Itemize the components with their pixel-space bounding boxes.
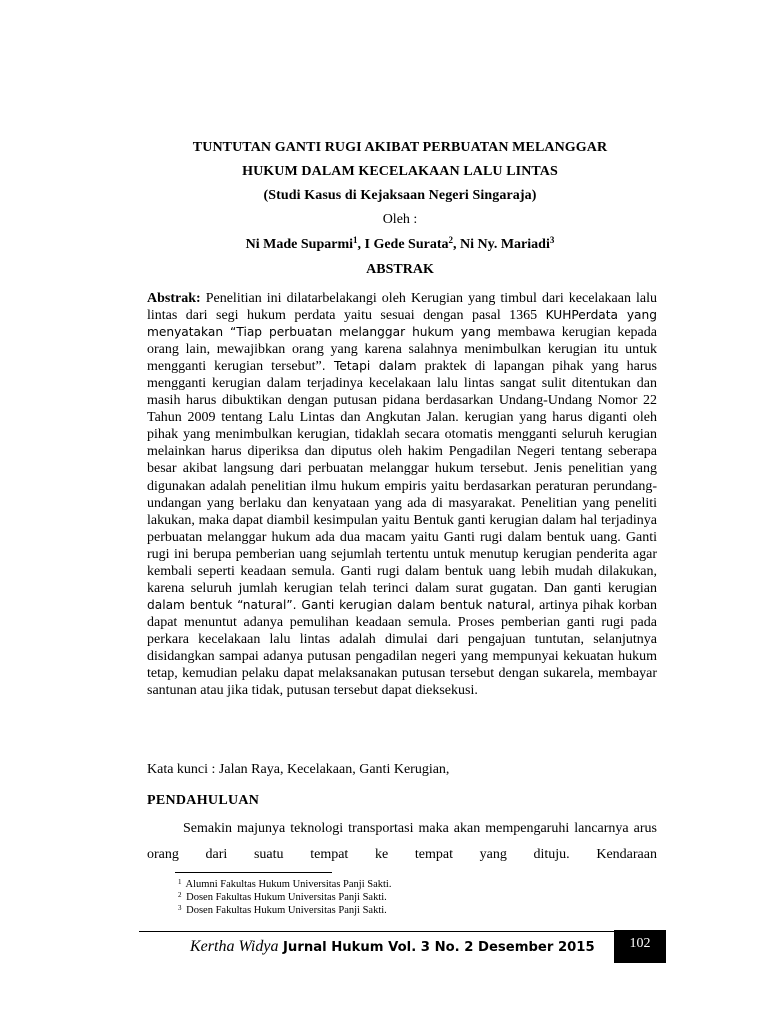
- title-block: [110, 136, 690, 282]
- by-label: Oleh :: [382, 212, 418, 227]
- journal-name: Kertha Widya: [190, 938, 279, 955]
- footnote-mark: 1: [353, 235, 358, 245]
- abstract-heading: ABSTRAK: [366, 262, 434, 277]
- author-name: Ni Made Suparmi: [245, 237, 353, 252]
- paper-title-line-1: TUNTUTAN GANTI RUGI AKIBAT PERBUATAN MELANGGAR: [192, 140, 608, 155]
- abstract-body: Abstrak: Penelitian ini dilatarbelakangi oleh Kerugian yang timbul dari kecelakaan lalu lintas dari segi hukum perdata yaitu sesuai dengan pasal 1365 KUHPerdata yang menyatakan “Tiap perbuatan melanggar hukum yang membawa kerugian kepada orang lain, mewajibkan orang yang karena salahnya menimbulkan kerugian itu untuk mengganti kerugian tersebut”. Tetapi dalam praktek di lapangan pihak yang harus mengganti kerugian dalam terjadinya kecelakaan lalu lintas sangat sulit ditentukan dan masih harus dibuktikan dengan putusan pidana berdasarkan Undang-Undang Nomor 22 Tahun 2009 tentang Lalu Lintas dan Angkutan Jalan. kerugian yang harus diganti oleh pihak yang menimbulkan kerugian, tidaklah secara otomatis mengganti seluruh kerugian melainkan harus diperiksa dan diputus oleh hakim Pengadilan Negeri tentang seberapa besar akibat langsung dari perbuatan melanggar hukum tersebut. Jenis penelitian yang digunakan adalah penelitian ilmu hukum empiris yaitu berdasarkan peraturan perundang-undangan yang berlaku dan kenyataan yang ada di masyarakat. Penelitian yang peneliti lakukan, maka dapat diambil kesimpulan yaitu Bentuk ganti kerugian dalam hal terjadinya perbuatan melanggar hukum ada dua macam yaitu Ganti rugi dalam bentuk uang. Ganti rugi ini berupa pemberian uang sejumlah tertentu untuk menutup kerugian penderita agar kembali seperti keadaan semula. Ganti rugi dalam bentuk uang lebih mudah dilakukan, karena seluruh jumlah kerugian telah terinci dalam surat gugatan. Dan ganti kerugian dalam bentuk “natural”. Ganti kerugian dalam bentuk natural, artinya pihak korban dapat menuntut adanya pemulihan keadaan semula. Proses pemberian ganti rugi pada perkara kecelakaan lalu lintas adalah dimulai dari pengajuan tuntutan, selanjutnya disidangkan sampai adanya putusan pengadilan negeri yang mempunyai kekuatan hukum tetap, kemudian pelaku dapat melaksanakan putusan tersebut dengan sukarela, membayar santunan atau jika tidak, putusan tersebut dapat dieksekusi.: [147, 291, 657, 699]
- footnote-separator: [175, 872, 332, 873]
- page-number-box: [614, 930, 666, 963]
- running-footer: [190, 936, 608, 960]
- author-list: Ni Made Suparmi$^1$, I Gede Surata$^2$, Ni Ny. Mariadi$^3$: [245, 235, 555, 252]
- keywords: Kata kunci : Jalan Raya, Kecelakaan, Ganti Kerugian,: [147, 762, 450, 777]
- footnote: $^1$ Alumni Fakultas Hukum Universitas Panji Sakti.: [178, 878, 392, 890]
- author-name: Ni Ny. Mariadi: [460, 237, 550, 252]
- section-heading: PENDAHULUAN: [147, 793, 260, 808]
- footnote: $^2$ Dosen Fakultas Hukum Universitas Panji Sakti.: [178, 891, 387, 903]
- footer-rule: [139, 931, 614, 932]
- journal-issue: Jurnal Hukum Vol. 3 No. 2 Desember 2015: [278, 940, 595, 955]
- footnote: $^3$ Dosen Fakultas Hukum Universitas Panji Sakti.: [178, 904, 387, 916]
- page-number: 102: [629, 936, 651, 951]
- paper-subtitle: (Studi Kasus di Kejaksaan Negeri Singaraja): [263, 188, 537, 203]
- introduction-text: [147, 816, 657, 868]
- author-name: I Gede Surata: [364, 237, 449, 252]
- footnote-mark: 2: [448, 235, 453, 245]
- intro-paragraph: Semakin majunya teknologi transportasi maka akan mempengaruhi lancarnya arus orang dari suatu tempat ke tempat yang dituju. Kendaraan: [147, 821, 657, 862]
- paper-title-line-2: HUKUM DALAM KECELAKAAN LALU LINTAS: [242, 164, 558, 179]
- footnotes: [178, 878, 391, 917]
- footnote-mark: 3: [549, 235, 555, 245]
- abstract-lead: Abstrak:: [147, 291, 201, 306]
